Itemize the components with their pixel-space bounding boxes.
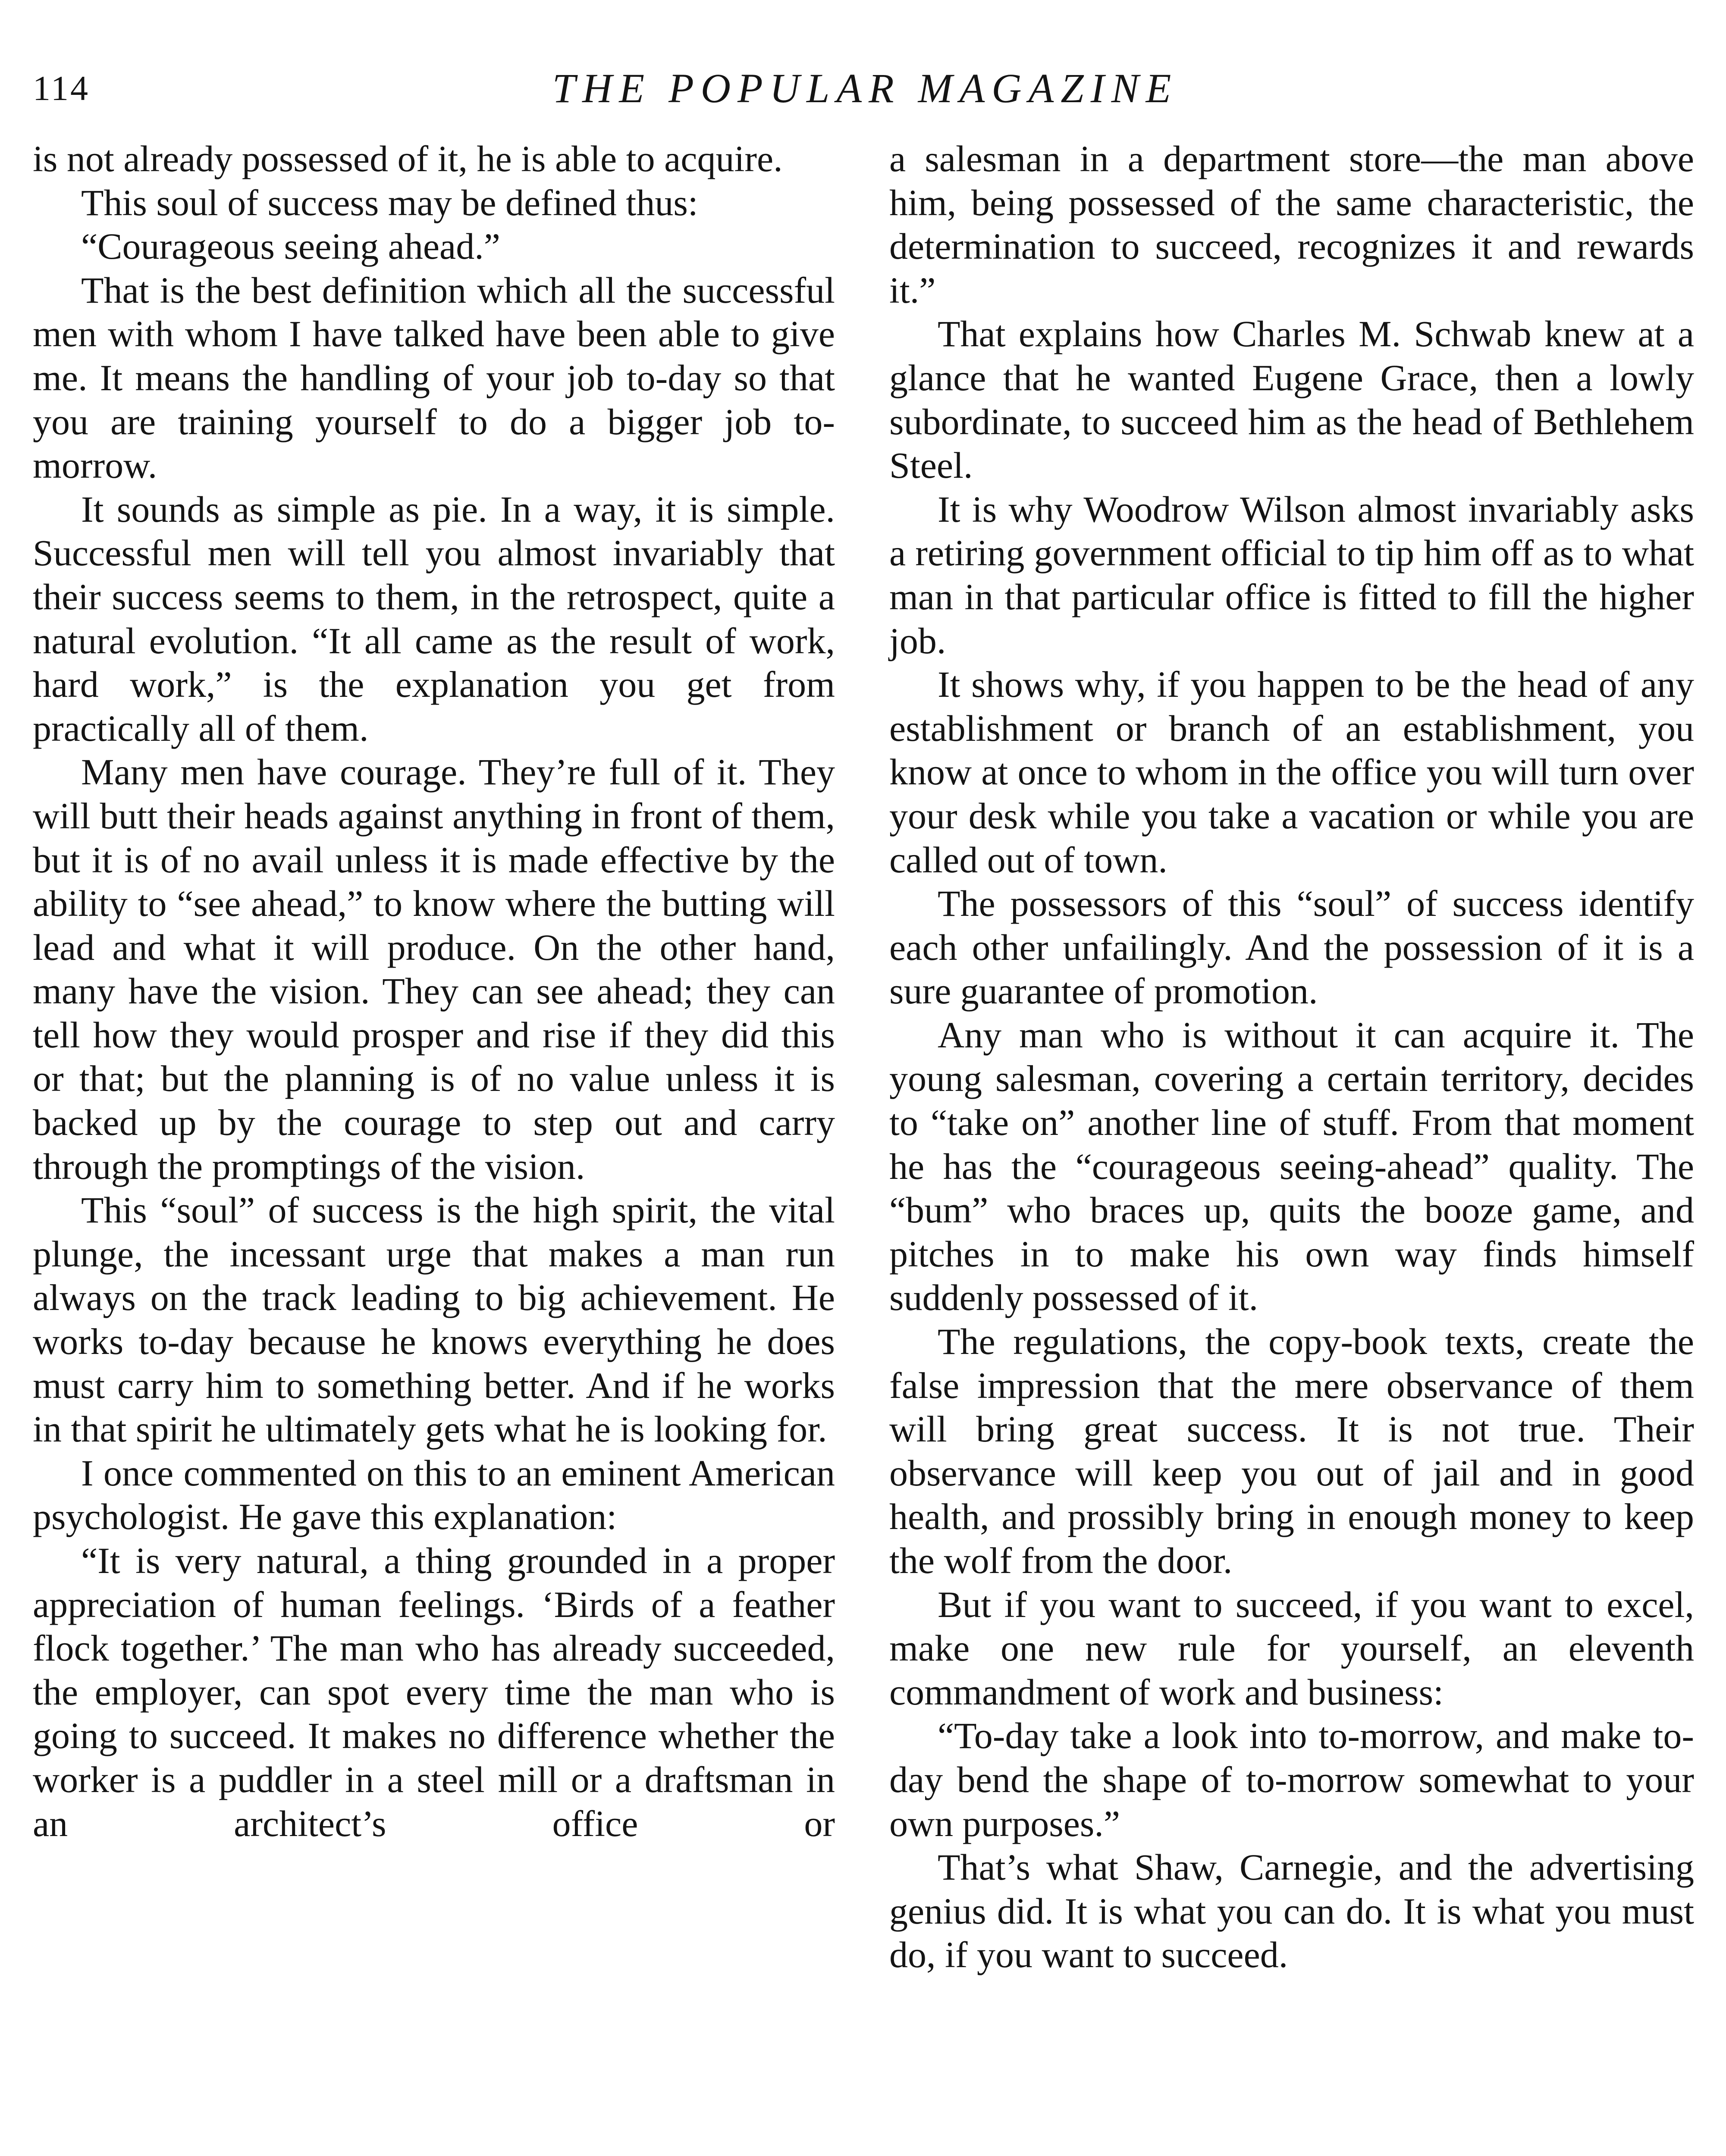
right-column xyxy=(889,137,1694,1977)
paragraph: But if you want to succeed, if you want to excel, make one new rule for yourself, an eleventh commandment of work and business: xyxy=(889,1583,1694,1713)
running-title: THE POPULAR MAGAZINE xyxy=(552,65,1178,111)
paragraph: “Courageous seeing ahead.” xyxy=(81,226,500,267)
paragraph: is not already possessed of it, he is able to acquire. xyxy=(33,138,783,179)
paragraph: “It is very natural, a thing grounded in a proper appreciation of human feelings. ‘Birds of a feather flock together.’ The man who has already succeeded, the employer, can spot every time the man who is going to succeed. It makes no difference whether the worker is a puddler in a steel mill or a draftsman in an architect’s office or xyxy=(33,1540,835,1844)
paragraph: That is the best definition which all the successful men with whom I have talked have been able to give me. It means the handling of your job to-day so that you are training yourself to do a bigger job to-morrow. xyxy=(33,269,835,486)
paragraph: “To-day take a look into to-morrow, and make to-day bend the shape of to-morrow somewhat to your own purposes.” xyxy=(889,1715,1694,1844)
page-number: 114 xyxy=(33,69,90,108)
paragraph: The regulations, the copy-book texts, create the false impression that the mere observance of them will bring great success. It is not true. Their observance will keep you out of jail and in good health, and prossibly bring in enough money to keep the wolf from the door. xyxy=(889,1321,1694,1581)
paragraph: a salesman in a department store—the man above him, being possessed of the same characteristic, the determination to succeed, recognizes it and rewards it.” xyxy=(889,138,1694,311)
paragraph: It is why Woodrow Wilson almost invariably asks a retiring government official to tip him off as to what man in that particular office is fitted to fill the higher job. xyxy=(889,488,1694,661)
paragraph: This soul of success may be defined thus: xyxy=(81,182,698,223)
paragraph: It sounds as simple as pie. In a way, it is simple. Successful men will tell you almost invariably that their success seems to them, in the retrospect, quite a natural evolution. “It all came as the result of work, hard work,” is the explanation you get from practically all of them. xyxy=(33,488,835,749)
paragraph: That explains how Charles M. Schwab knew at a glance that he wanted Eugene Grace, then a lowly subordinate, to succeed him as the head of Bethlehem Steel. xyxy=(889,313,1694,486)
paragraph: The possessors of this “soul” of success identify each other unfailingly. And the possession of it is a sure guarantee of promotion. xyxy=(889,883,1694,1012)
paragraph: I once commented on this to an eminent American psychologist. He gave this explanation: xyxy=(33,1452,835,1538)
paragraph: That’s what Shaw, Carnegie, and the advertising genius did. It is what you can do. It is what you must do, if you want to succeed. xyxy=(889,1846,1694,1976)
page-header xyxy=(33,65,1698,116)
paragraph: This “soul” of success is the high spirit, the vital plunge, the incessant urge that makes a man run always on the track leading to big achievement. He works to-day because he knows everything he does must carry him to something better. And if he works in that spirit he ultimately gets what he is looking for. xyxy=(33,1189,835,1450)
left-column xyxy=(33,137,835,1846)
paragraph: It shows why, if you happen to be the head of any establishment or branch of an establishment, you know at once to whom in the office you will turn over your desk while you take a vacation or while you are called out of town. xyxy=(889,664,1694,881)
paragraph: Many men have courage. They’re full of it. They will butt their heads against anything in front of them, but it is of no avail unless it is made effective by the ability to “see ahead,” to know where the butting will lead and what it will produce. On the other hand, many have the vision. They can see ahead; they can tell how they would prosper and rise if they did this or that; but the planning is of no value unless it is backed up by the courage to step out and carry through the promptings of the vision. xyxy=(33,751,835,1187)
paragraph: Any man who is without it can acquire it. The young salesman, covering a certain territory, decides to “take on” another line of stuff. From that moment he has the “courageous seeing-ahead” quality. The “bum” who braces up, quits the booze game, and pitches in to make his own way finds himself suddenly possessed of it. xyxy=(889,1014,1694,1319)
